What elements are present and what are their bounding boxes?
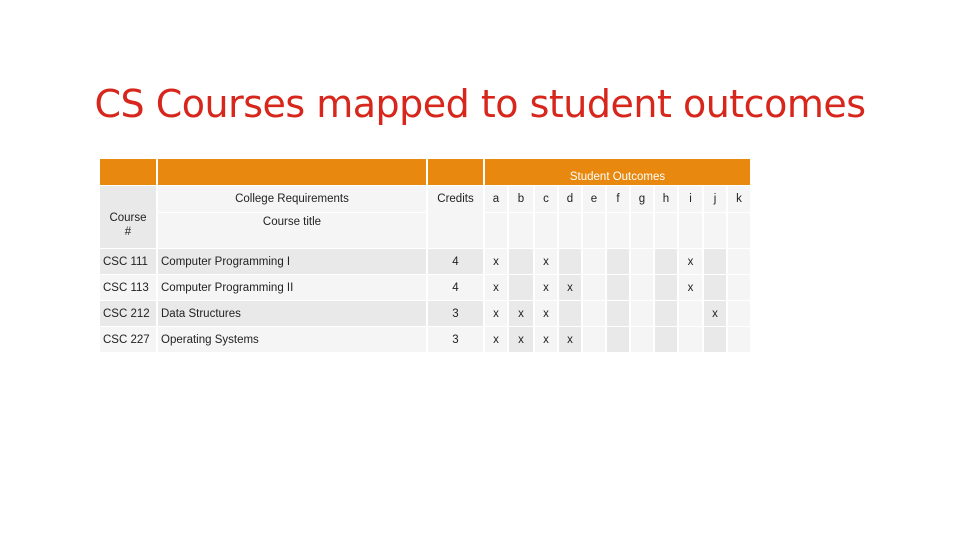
course-title: Computer Programming II (158, 275, 426, 300)
course-title: Operating Systems (158, 327, 426, 352)
slide-title: CS Courses mapped to student outcomes (94, 82, 866, 126)
outcome-mark-h (655, 327, 677, 352)
outcome-mark-e (583, 249, 605, 274)
outcome-letter-c: c (535, 186, 557, 212)
course-number: CSC 113 (100, 275, 156, 300)
outcome-mark-c: x (535, 275, 557, 300)
outcomes-table (100, 159, 750, 352)
course-title-header: Course title (158, 213, 426, 248)
outcome-mark-a: x (485, 275, 507, 300)
outcome-letter-e: e (583, 186, 605, 212)
outcome-mark-f (607, 249, 629, 274)
outcome-mark-j (704, 275, 726, 300)
outcome-letter-blank-h (655, 213, 677, 248)
outcome-mark-b: x (509, 327, 533, 352)
outcome-letter-blank-e (583, 213, 605, 248)
outcome-mark-e (583, 327, 605, 352)
course-title: Computer Programming I (158, 249, 426, 274)
outcome-mark-i: x (679, 249, 702, 274)
course-credits: 4 (428, 249, 483, 274)
outcome-letter-g: g (631, 186, 653, 212)
outcome-mark-f (607, 275, 629, 300)
outcome-mark-f (607, 327, 629, 352)
outcome-letter-blank-j (704, 213, 726, 248)
outcome-letter-blank-c (535, 213, 557, 248)
outcome-letter-b: b (509, 186, 533, 212)
outcome-mark-a: x (485, 327, 507, 352)
outcome-letter-blank-g (631, 213, 653, 248)
course-number-header-line2: # (124, 226, 132, 238)
course-number-header-line1: Course (109, 211, 147, 224)
outcome-mark-g (631, 301, 653, 326)
outcome-mark-k (728, 275, 750, 300)
outcome-letter-i: i (679, 186, 702, 212)
outcome-mark-e (583, 275, 605, 300)
outcome-mark-e (583, 301, 605, 326)
outcome-mark-g (631, 249, 653, 274)
credits-header: Credits (428, 186, 483, 248)
outcome-mark-b: x (509, 301, 533, 326)
outcome-mark-c: x (535, 327, 557, 352)
outcome-mark-a: x (485, 301, 507, 326)
outcome-mark-j: x (704, 301, 726, 326)
header-blank-2 (158, 159, 426, 185)
outcome-letter-blank-a (485, 213, 507, 248)
outcome-mark-d: x (559, 275, 581, 300)
outcome-mark-i (679, 301, 702, 326)
outcome-mark-d: x (559, 327, 581, 352)
outcome-mark-d (559, 301, 581, 326)
outcome-mark-j (704, 249, 726, 274)
course-number: CSC 227 (100, 327, 156, 352)
course-number: CSC 212 (100, 301, 156, 326)
outcome-letter-f: f (607, 186, 629, 212)
student-outcomes-header: Student Outcomes (485, 159, 750, 185)
course-number: CSC 111 (100, 249, 156, 274)
outcome-mark-g (631, 275, 653, 300)
college-requirements-header: College Requirements (158, 186, 426, 212)
outcome-letter-j: j (704, 186, 726, 212)
course-credits: 4 (428, 275, 483, 300)
outcome-letter-blank-f (607, 213, 629, 248)
outcome-mark-k (728, 301, 750, 326)
outcome-mark-g (631, 327, 653, 352)
outcome-letter-blank-b (509, 213, 533, 248)
outcome-letter-d: d (559, 186, 581, 212)
course-title: Data Structures (158, 301, 426, 326)
outcome-letter-blank-i (679, 213, 702, 248)
outcome-mark-d (559, 249, 581, 274)
outcome-mark-j (704, 327, 726, 352)
outcome-letter-a: a (485, 186, 507, 212)
outcome-letter-blank-d (559, 213, 581, 248)
outcome-mark-i: x (679, 275, 702, 300)
outcome-mark-k (728, 249, 750, 274)
outcome-mark-c: x (535, 249, 557, 274)
outcome-mark-k (728, 327, 750, 352)
outcome-mark-a: x (485, 249, 507, 274)
outcome-mark-b (509, 275, 533, 300)
header-blank-3 (428, 159, 483, 185)
course-credits: 3 (428, 327, 483, 352)
course-credits: 3 (428, 301, 483, 326)
outcome-mark-h (655, 249, 677, 274)
outcome-mark-h (655, 301, 677, 326)
outcome-mark-f (607, 301, 629, 326)
outcome-letter-k: k (728, 186, 750, 212)
outcome-mark-b (509, 249, 533, 274)
header-blank-1 (100, 159, 156, 185)
footer-faint-text (405, 518, 560, 528)
outcome-letter-h: h (655, 186, 677, 212)
course-number-header (100, 186, 156, 248)
outcome-letter-blank-k (728, 213, 750, 248)
outcome-mark-c: x (535, 301, 557, 326)
outcome-mark-h (655, 275, 677, 300)
outcome-mark-i (679, 327, 702, 352)
